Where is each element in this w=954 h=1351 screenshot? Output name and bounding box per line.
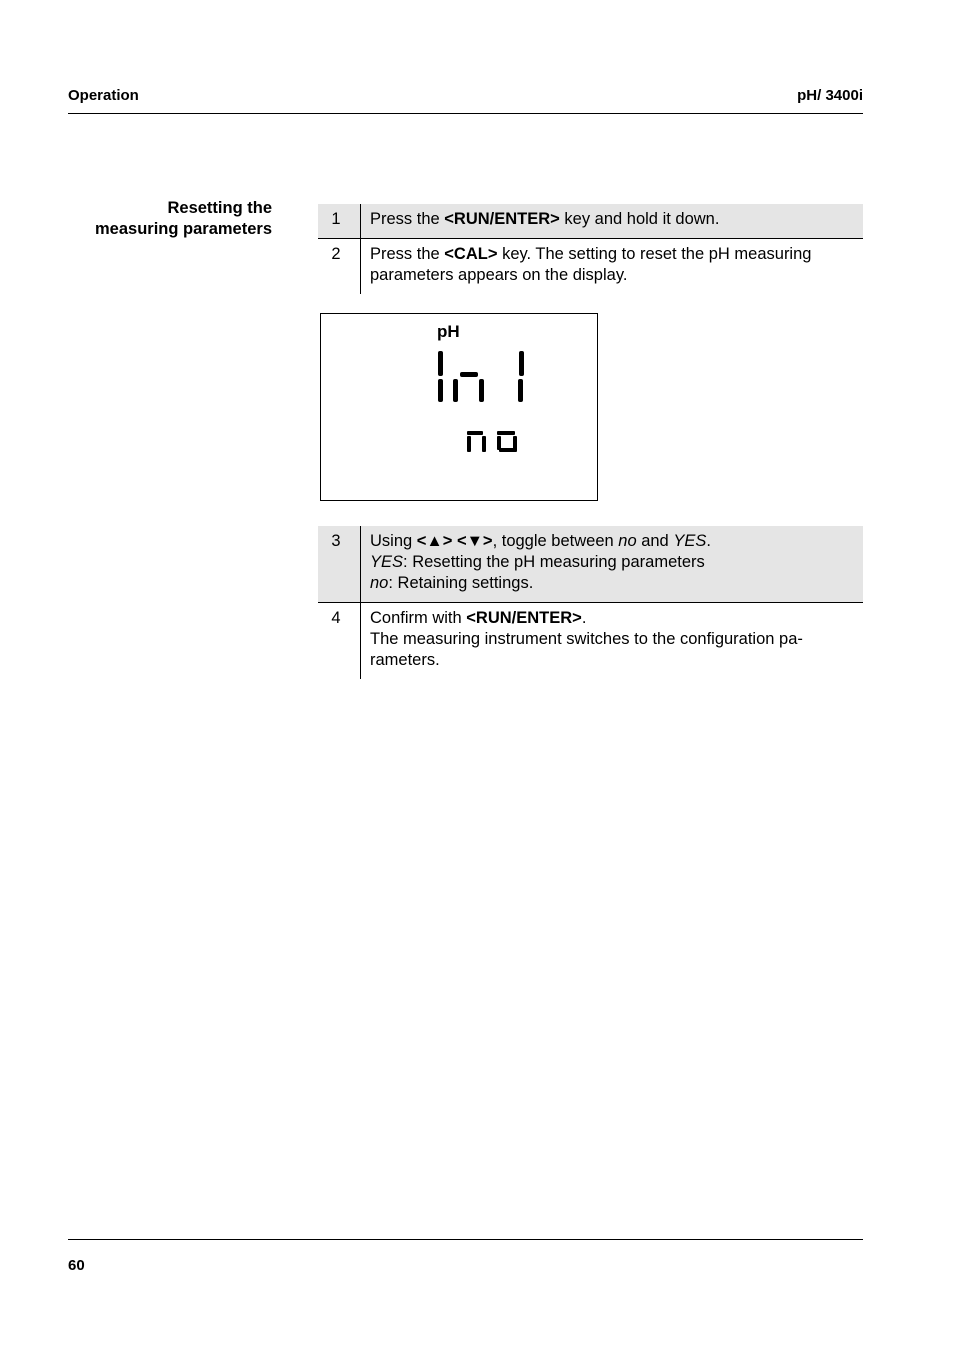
segment <box>497 436 501 450</box>
step-text-part: key and hold it down. <box>559 210 720 228</box>
step-text <box>361 603 863 679</box>
segment <box>519 351 524 376</box>
key-label: <RUN/ENTER> <box>466 609 582 627</box>
step-text <box>361 526 863 602</box>
option-label: no <box>370 574 389 592</box>
step-text-part: : Resetting the pH measuring parameters <box>403 553 705 571</box>
segment <box>467 431 483 435</box>
segment <box>497 431 515 435</box>
step-number: 4 <box>318 603 361 679</box>
step-text-part: , toggle between <box>492 532 619 550</box>
step-text-line <box>370 552 855 573</box>
step-text-line <box>370 608 855 629</box>
step-row-2 <box>318 238 863 294</box>
header-rule <box>68 113 863 114</box>
segment <box>467 436 471 452</box>
display-main-text <box>438 351 524 402</box>
running-header-product: pH/ 3400i <box>797 87 863 104</box>
running-header-section: Operation <box>68 87 139 104</box>
step-text-part: . <box>581 609 587 627</box>
step-number: 1 <box>318 204 361 238</box>
step-text-part: and <box>636 532 674 550</box>
step-text-part: Press the <box>370 210 445 228</box>
segment <box>438 351 443 376</box>
step-text-part: key. The setting to reset the pH measuring <box>497 245 812 263</box>
steps-table-1 <box>318 204 863 294</box>
segment <box>479 379 484 402</box>
step-number: 3 <box>318 526 361 602</box>
step-text-line: parameters appears on the display. <box>370 266 628 284</box>
side-heading-line-2: measuring parameters <box>95 220 272 238</box>
segment <box>460 372 478 377</box>
segment <box>438 379 443 402</box>
display-unit-label: pH <box>437 322 460 341</box>
step-text-part: . <box>706 532 711 550</box>
segment <box>518 379 523 402</box>
key-label: <CAL> <box>444 245 498 263</box>
option-label: YES <box>673 532 707 550</box>
step-number: 2 <box>318 239 361 294</box>
option-label: YES <box>370 553 404 571</box>
segment <box>513 436 517 450</box>
key-label: <▲> <▼> <box>416 532 493 550</box>
side-heading-line-1: Resetting the <box>167 199 272 217</box>
step-text-line <box>370 244 855 265</box>
segment <box>453 379 458 402</box>
option-label: no <box>618 532 637 550</box>
step-text-part: Using <box>370 532 417 550</box>
step-row-4 <box>318 602 863 679</box>
step-text-part: : Retaining settings. <box>388 574 534 592</box>
step-text-line: The measuring instrument switches to the configuration pa- <box>370 630 803 648</box>
segment <box>499 448 517 452</box>
step-text-part: Confirm with <box>370 609 467 627</box>
step-text-line <box>370 531 855 552</box>
seven-segment-readout <box>321 314 599 502</box>
step-text-part: Press the <box>370 245 445 263</box>
step-text-line <box>370 573 855 594</box>
display-sub-text <box>467 431 517 452</box>
section-side-heading <box>68 198 272 240</box>
footer-rule <box>68 1239 863 1240</box>
segment <box>482 436 486 452</box>
key-label: <RUN/ENTER> <box>444 210 560 228</box>
steps-table-2 <box>318 526 863 679</box>
step-text <box>361 239 863 294</box>
step-text-line: rameters. <box>370 651 440 669</box>
step-row-1 <box>318 204 863 238</box>
step-row-3 <box>318 526 863 602</box>
meter-display-illustration <box>320 313 598 501</box>
step-text <box>361 204 863 238</box>
page-number: 60 <box>68 1257 85 1274</box>
